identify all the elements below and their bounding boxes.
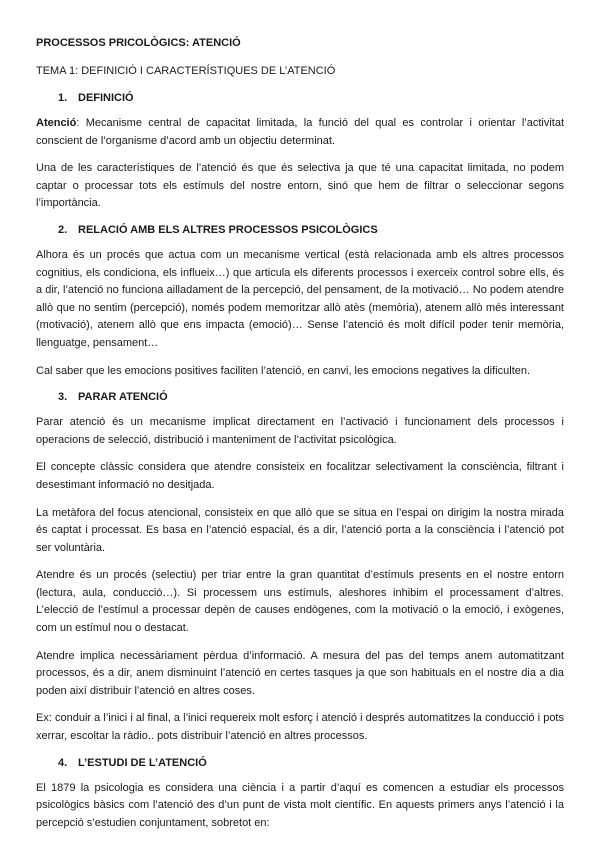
paragraph: El concepte clàssic considera que atendre consisteix en focalitzar selectivament la consciència, filtrant i desestimant informació no desitjada.: [36, 461, 564, 491]
definition-text: : Mecanisme central de capacitat limitada, la funció del qual es controlar i orientar l’activitat conscient de l’organisme d’acord amb un objectiu determinat.: [36, 117, 564, 147]
document-subtitle: TEMA 1: DEFINICIÓ I CARACTERÍSTIQUES DE L’ATENCIÓ: [36, 65, 336, 77]
paragraph: Parar atenció és un mecanisme implicat directament en l’activació i funcionament dels processos i operacions de selecció, distribució i manteniment de l’activitat psicològica.: [36, 416, 564, 446]
section-title: L’ESTUDI DE L’ATENCIÓ: [78, 756, 207, 769]
definition-paragraph: [36, 115, 564, 150]
section-heading-definicio: [58, 91, 564, 105]
section-title: PARAR ATENCIÓ: [78, 391, 168, 404]
paragraph: Ex: conduir a l’inici i al final, a l’inici requereix molt esforç i atenció i després automatitzes la conducció i pots xerrar, escoltar la ràdio.. pots distribuir l’atenció en altres processos.: [36, 712, 564, 743]
paragraph: El 1879 la psicologia es considera una ciència i a partir d’aquí es comencen a estudiar els processos psicològics bàsics com l’atenció des d’un punt de vista molt científic. En aquests primers anys l’atenció i la percepció s’estudien conjuntament, sobretot en:: [36, 781, 564, 829]
section-number: 2.: [58, 223, 68, 236]
section-number: 3.: [58, 391, 68, 404]
section-title: RELACIÓ AMB ELS ALTRES PROCESSOS PSICOLÒGICS: [78, 223, 378, 236]
section-heading-relacio: [58, 223, 564, 237]
paragraph: Alhora és un procés que actua com un mecanisme vertical (està relacionada amb els altres processos cognitius, els condiciona, els influeix…) que articula els diferents processos i exerceix control sobre ells, és a dir, l’atenció no funciona ailladament de la percepció, del pensament, de la motivació… No podem atendre allò que no sentim (percepció), només podem memoritzar allò atès (memòria), atenem allò més interessant (motivació), atenem allò que ens impacta (emoció)… Sense l’atenció és molt difícil poder tenir memòria, llenguatge, pensament…: [36, 248, 564, 349]
paragraph: Atendre implica necessàriament pèrdua d’informació. A mesura del pas del temps anem automatitzant processos, és a dir, anem disminuint l’atenció en certes tasques ja que son habituals en el nostre dia a dia poden així distribuir l’atenció en altres coses.: [36, 649, 564, 697]
paragraph: Atendre és un procés (selectiu) per triar entre la gran quantitat d’estímuls presents en el nostre entorn (lectura, aula, conducció…). Si processem uns estímuls, aleshores inhibim el processament d’altres. L’elecció de l’estímul a processar depèn de causes endògenes, com la motivació o la emoció, i exògenes, com un estímul nou o destacat.: [36, 569, 564, 635]
section-heading-estudi: [58, 756, 564, 770]
definition-term: Atenció: [36, 117, 77, 129]
section-heading-parar-atencio: [58, 390, 564, 404]
paragraph: La metàfora del focus atencional, consisteix en que allò que se situa en l’espai on dirigim la nostra mirada és captat i processat. Es basa en l’atenció espacial, és a dir, l’atenció porta a la consciència i l’atenció pot ser voluntària.: [36, 506, 564, 554]
section-number: 4.: [58, 756, 68, 769]
paragraph: Una de les característiques de l’atenció és que és selectiva ja que té una capacitat limitada, no podem captar o processar tots els estímuls del nostre entorn, sinó que hem de filtrar o seleccionar segons l’importància.: [36, 162, 564, 210]
document-title: PROCESSOS PRICOLÒGICS: ATENCIÓ: [36, 37, 241, 49]
section-title: DEFINICIÓ: [78, 92, 134, 104]
paragraph: Cal saber que les emocions positives faciliten l’atenció, en canvi, les emocions negatives la dificulten.: [36, 364, 531, 377]
section-number: 1.: [58, 92, 68, 104]
